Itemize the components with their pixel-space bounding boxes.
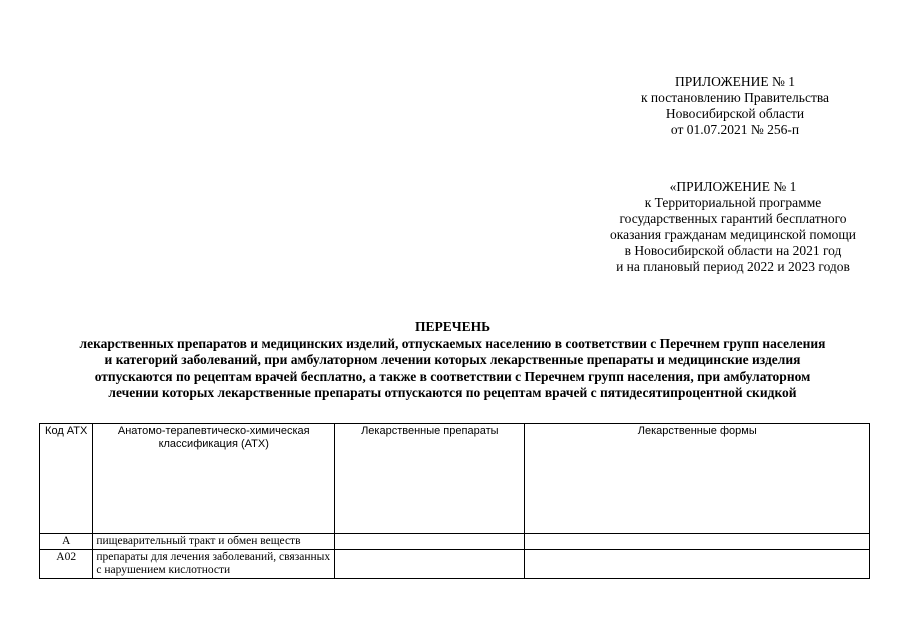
annex2-line: и на плановый период 2022 и 2023 годов	[616, 259, 850, 274]
cell-drugs	[335, 534, 525, 550]
annex1-line: от 01.07.2021 № 256-п	[670, 122, 800, 137]
header-atc: Анатомо-терапевтическо-химическая классификация (АТХ)	[93, 424, 335, 534]
title-line: лекарственных препаратов и медицинских изделий, отпускаемых населению в соответствии с Перечнем групп населения	[79, 335, 826, 351]
cell-code: А	[40, 534, 93, 550]
cell-atc: препараты для лечения заболеваний, связанных с нарушением кислотности	[93, 550, 335, 579]
annex2-line: к Территориальной программе	[644, 195, 822, 210]
annex1-line: Новосибирской области	[665, 106, 805, 121]
header-code: Код АТХ	[40, 424, 93, 534]
cell-forms	[525, 534, 870, 550]
title-heading: ПЕРЕЧЕНЬ	[414, 319, 491, 334]
table-row	[40, 550, 870, 579]
table-row	[40, 534, 870, 550]
header-forms: Лекарственные формы	[525, 424, 870, 534]
annex2-line: государственных гарантий бесплатного	[619, 211, 847, 226]
annex1-line: ПРИЛОЖЕНИЕ № 1	[674, 74, 796, 89]
drug-list-table	[39, 423, 870, 579]
cell-code: А02	[40, 550, 93, 579]
cell-atc: пищеварительный тракт и обмен веществ	[93, 534, 335, 550]
cell-forms	[525, 550, 870, 579]
annex2-line: «ПРИЛОЖЕНИЕ № 1	[669, 179, 797, 194]
annex-header-2	[533, 179, 905, 275]
title-line: и категорий заболеваний, при амбулаторном лечении которых лекарственные препараты и медицинские изделия	[104, 352, 801, 367]
annex-header-1	[535, 74, 905, 138]
annex2-line: в Новосибирской области на 2021 год	[624, 243, 842, 258]
title-line: отпускаются по рецептам врачей бесплатно, а также в соответствии с Перечнем групп населения, при амбулаторном	[94, 368, 811, 384]
document-title	[20, 319, 885, 402]
table-header-row	[40, 424, 870, 534]
title-line: лечении которых лекарственные препараты отпускаются по рецептам врачей с пятидесятипроцентной скидкой	[108, 385, 797, 400]
header-drugs: Лекарственные препараты	[335, 424, 525, 534]
annex2-line: оказания гражданам медицинской помощи	[609, 227, 857, 242]
annex1-line: к постановлению Правительства	[640, 90, 830, 105]
cell-drugs	[335, 550, 525, 579]
